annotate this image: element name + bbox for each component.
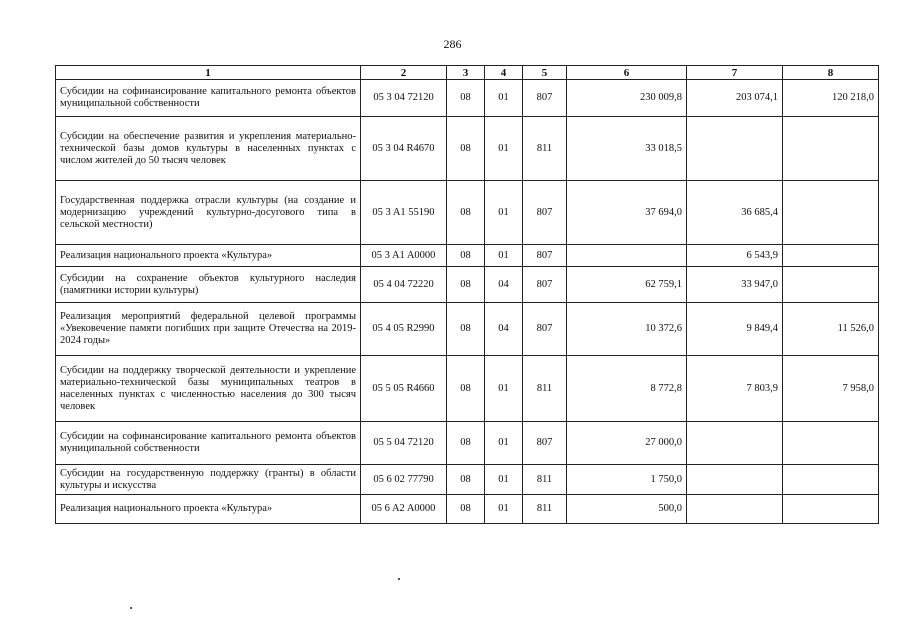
table-row bbox=[56, 356, 879, 422]
header-cell: 5 bbox=[523, 66, 567, 80]
row-section: 08 bbox=[447, 495, 485, 524]
table-row bbox=[56, 422, 879, 465]
scan-artifact bbox=[130, 607, 132, 609]
row-subsection: 01 bbox=[485, 80, 523, 117]
row-expense-type: 807 bbox=[523, 422, 567, 465]
row-section: 08 bbox=[447, 356, 485, 422]
row-subsection: 01 bbox=[485, 422, 523, 465]
row-amount-3: 7 958,0 bbox=[783, 356, 879, 422]
row-subsection: 01 bbox=[485, 117, 523, 181]
budget-table bbox=[55, 65, 879, 524]
row-amount-3 bbox=[783, 267, 879, 303]
header-row bbox=[56, 66, 879, 80]
row-amount-2 bbox=[687, 465, 783, 495]
row-amount-1: 1 750,0 bbox=[567, 465, 687, 495]
header-cell: 7 bbox=[687, 66, 783, 80]
header-cell: 1 bbox=[56, 66, 361, 80]
page-number: 286 bbox=[443, 37, 462, 51]
row-amount-3 bbox=[783, 495, 879, 524]
row-amount-2: 203 074,1 bbox=[687, 80, 783, 117]
table-row bbox=[56, 267, 879, 303]
row-amount-2: 33 947,0 bbox=[687, 267, 783, 303]
row-amount-2 bbox=[687, 117, 783, 181]
row-amount-1: 62 759,1 bbox=[567, 267, 687, 303]
row-amount-2 bbox=[687, 422, 783, 465]
row-name: Субсидии на обеспечение развития и укрепления материально-технической базы домов культуры в населенных пунктах с числом жителей до 50 тысяч человек bbox=[56, 117, 361, 181]
row-amount-3 bbox=[783, 117, 879, 181]
row-code: 05 3 04 72120 bbox=[361, 80, 447, 117]
row-amount-1: 27 000,0 bbox=[567, 422, 687, 465]
row-subsection: 01 bbox=[485, 181, 523, 245]
row-section: 08 bbox=[447, 267, 485, 303]
row-amount-3 bbox=[783, 422, 879, 465]
row-subsection: 01 bbox=[485, 495, 523, 524]
table-row bbox=[56, 181, 879, 245]
row-amount-2: 6 543,9 bbox=[687, 245, 783, 267]
row-amount-2 bbox=[687, 495, 783, 524]
row-expense-type: 807 bbox=[523, 181, 567, 245]
table-row bbox=[56, 80, 879, 117]
row-subsection: 04 bbox=[485, 267, 523, 303]
row-section: 08 bbox=[447, 80, 485, 117]
header-cell: 4 bbox=[485, 66, 523, 80]
row-expense-type: 811 bbox=[523, 465, 567, 495]
row-section: 08 bbox=[447, 245, 485, 267]
row-code: 05 5 04 72120 bbox=[361, 422, 447, 465]
row-expense-type: 807 bbox=[523, 80, 567, 117]
row-amount-3: 120 218,0 bbox=[783, 80, 879, 117]
row-amount-1: 230 009,8 bbox=[567, 80, 687, 117]
row-name: Реализация национального проекта «Культура» bbox=[56, 245, 361, 267]
row-section: 08 bbox=[447, 117, 485, 181]
row-amount-3: 11 526,0 bbox=[783, 303, 879, 356]
row-section: 08 bbox=[447, 303, 485, 356]
scan-artifact bbox=[398, 578, 400, 580]
header-cell: 3 bbox=[447, 66, 485, 80]
row-code: 05 4 05 R2990 bbox=[361, 303, 447, 356]
row-amount-2: 36 685,4 bbox=[687, 181, 783, 245]
table-row bbox=[56, 495, 879, 524]
row-subsection: 01 bbox=[485, 356, 523, 422]
table-row bbox=[56, 245, 879, 267]
row-expense-type: 807 bbox=[523, 303, 567, 356]
row-amount-1: 10 372,6 bbox=[567, 303, 687, 356]
row-name: Субсидии на государственную поддержку (гранты) в области культуры и искусства bbox=[56, 465, 361, 495]
table-row bbox=[56, 117, 879, 181]
row-code: 05 3 A1 55190 bbox=[361, 181, 447, 245]
row-expense-type: 807 bbox=[523, 267, 567, 303]
row-subsection: 01 bbox=[485, 245, 523, 267]
row-amount-2: 9 849,4 bbox=[687, 303, 783, 356]
row-amount-1: 33 018,5 bbox=[567, 117, 687, 181]
row-amount-3 bbox=[783, 181, 879, 245]
row-name: Государственная поддержка отрасли культуры (на создание и модернизацию учреждений культурно-досугового типа в сельской местности) bbox=[56, 181, 361, 245]
row-amount-1: 8 772,8 bbox=[567, 356, 687, 422]
row-expense-type: 811 bbox=[523, 356, 567, 422]
row-amount-1: 500,0 bbox=[567, 495, 687, 524]
table-row bbox=[56, 303, 879, 356]
row-code: 05 3 A1 A0000 bbox=[361, 245, 447, 267]
table-row bbox=[56, 465, 879, 495]
row-expense-type: 811 bbox=[523, 495, 567, 524]
row-section: 08 bbox=[447, 465, 485, 495]
row-name: Реализация мероприятий федеральной целевой программы «Увековечение памяти погибших при защите Отечества на 2019-2024 годы» bbox=[56, 303, 361, 356]
row-section: 08 bbox=[447, 181, 485, 245]
row-expense-type: 807 bbox=[523, 245, 567, 267]
row-code: 05 6 02 77790 bbox=[361, 465, 447, 495]
row-code: 05 5 05 R4660 bbox=[361, 356, 447, 422]
row-subsection: 01 bbox=[485, 465, 523, 495]
header-cell: 8 bbox=[783, 66, 879, 80]
row-amount-2: 7 803,9 bbox=[687, 356, 783, 422]
row-name: Субсидии на сохранение объектов культурного наследия (памятники истории культуры) bbox=[56, 267, 361, 303]
row-name: Субсидии на поддержку творческой деятельности и укрепление материально-технической базы муниципальных театров в населенных пунктах с численностью населения до 300 тысяч человек bbox=[56, 356, 361, 422]
row-amount-3 bbox=[783, 245, 879, 267]
row-amount-1: 37 694,0 bbox=[567, 181, 687, 245]
row-name: Реализация национального проекта «Культура» bbox=[56, 495, 361, 524]
row-subsection: 04 bbox=[485, 303, 523, 356]
row-amount-3 bbox=[783, 465, 879, 495]
row-name: Субсидии на софинансирование капитального ремонта объектов муниципальной собственности bbox=[56, 422, 361, 465]
row-section: 08 bbox=[447, 422, 485, 465]
row-code: 05 6 A2 A0000 bbox=[361, 495, 447, 524]
row-code: 05 4 04 72220 bbox=[361, 267, 447, 303]
row-name: Субсидии на софинансирование капитального ремонта объектов муниципальной собственности bbox=[56, 80, 361, 117]
row-amount-1 bbox=[567, 245, 687, 267]
row-expense-type: 811 bbox=[523, 117, 567, 181]
header-cell: 6 bbox=[567, 66, 687, 80]
header-cell: 2 bbox=[361, 66, 447, 80]
row-code: 05 3 04 R4670 bbox=[361, 117, 447, 181]
